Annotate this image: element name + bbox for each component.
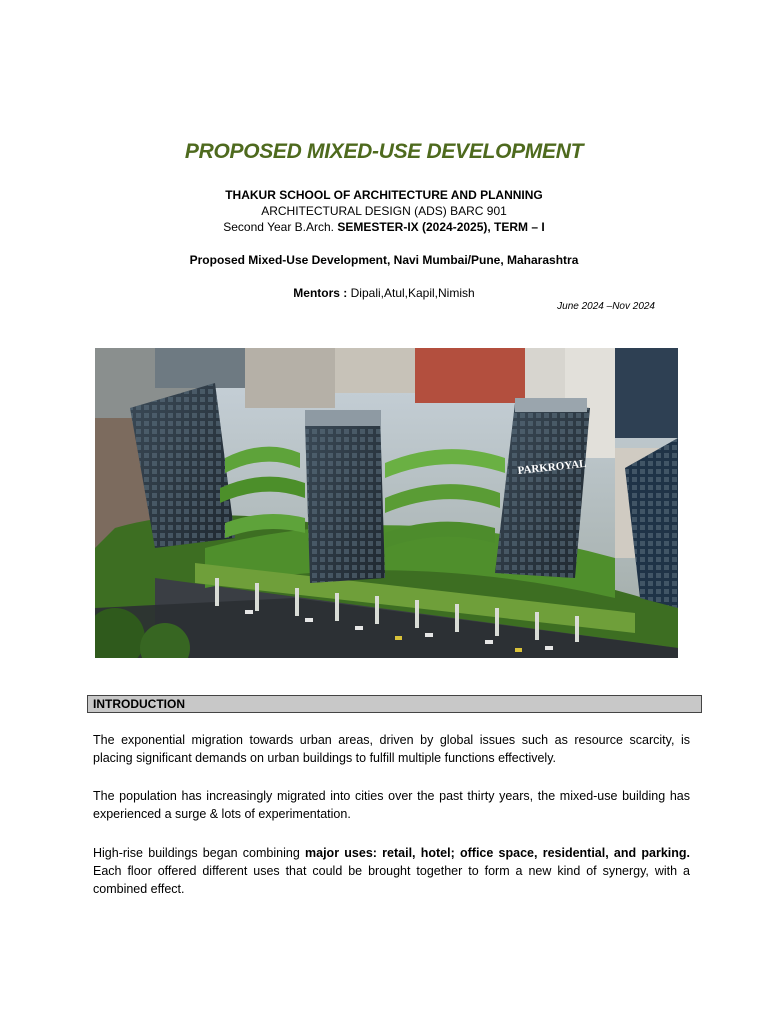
intro-p3-text-start: High-rise buildings began combining: [93, 846, 306, 860]
intro-paragraph-2: The population has increasingly migrated into cities over the past thirty years, the mixed-use building has experienced a surge & lots of experimentation.: [93, 789, 690, 821]
semester-term: SEMESTER-IX (2024-2025), TERM – I: [337, 220, 545, 234]
mentors-names: Dipali,Atul,Kapil,Nimish: [350, 286, 475, 300]
mentors-line: [0, 285, 768, 301]
intro-p3-major-uses: major uses: retail, hotel; office space, residential, and parking.: [305, 846, 690, 860]
mentors-label: Mentors :: [293, 286, 351, 300]
building-sign-text: PARKROYAL: [517, 457, 587, 477]
intro-paragraph-3: [93, 844, 690, 898]
introduction-heading: INTRODUCTION: [87, 695, 702, 713]
project-location: Proposed Mixed-Use Development, Navi Mumbai/Pune, Maharashtra: [189, 253, 579, 267]
course-code: ARCHITECTURAL DESIGN (ADS) BARC 901: [261, 204, 507, 218]
date-range: June 2024 –Nov 2024: [557, 301, 655, 312]
year-label: Second Year B.Arch.: [223, 220, 338, 234]
intro-paragraph-1: The exponential migration towards urban areas, driven by global issues such as resource scarcity, is placing significant demands on urban buildings to fulfill multiple functions effectively.: [93, 733, 690, 765]
school-name: THAKUR SCHOOL OF ARCHITECTURE AND PLANNING: [225, 188, 543, 202]
intro-p3-text-end: Each floor offered different uses that could be brought together to form a new kind of synergy, with a combined effect.: [93, 864, 690, 896]
document-title: PROPOSED MIXED-USE DEVELOPMENT: [184, 140, 584, 163]
year-semester-line: [0, 219, 768, 235]
building-photo: [95, 348, 678, 658]
